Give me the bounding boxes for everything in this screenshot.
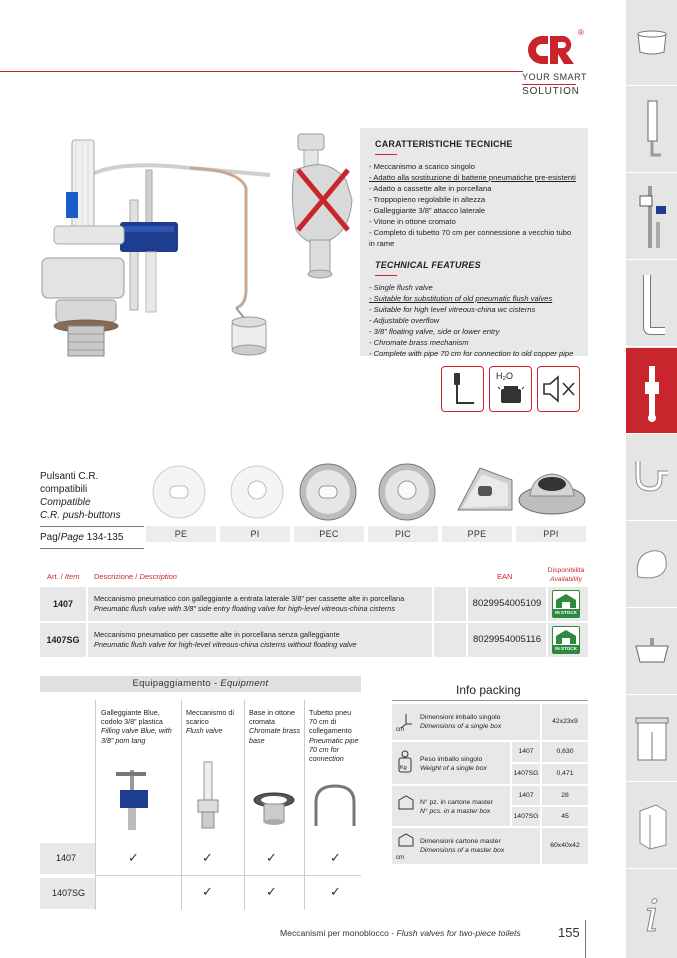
col-desc-it: Descrizione / xyxy=(94,572,140,581)
silent-icon xyxy=(537,366,580,412)
pcs-row-value: 28 xyxy=(542,786,588,805)
shower-box-icon xyxy=(634,801,670,851)
footer-text-it: Meccanismi per monoblocco - xyxy=(280,928,397,938)
weight-row-value: 0,630 xyxy=(542,742,588,762)
tech-item-it: - Galleggiante 3/8” attacco laterale xyxy=(369,206,486,215)
equipment-row-label xyxy=(40,878,95,909)
tech-item-it: - Vitone in ottone cromato xyxy=(369,217,456,226)
pcs-row-code: 1407SG xyxy=(512,807,540,826)
master-dims-value: 60x40x42 xyxy=(542,828,588,864)
water-tank-icon xyxy=(489,366,532,412)
master-pcs-text xyxy=(420,798,493,816)
equipment-col-it: Meccanismo di scarico xyxy=(186,708,234,727)
pushbutton-label: PPE xyxy=(442,526,512,542)
sidebar-item-shower[interactable] xyxy=(626,783,677,869)
pushbutton-pe xyxy=(148,460,210,522)
pipe-elbow-icon xyxy=(635,269,669,339)
item-description xyxy=(94,630,357,650)
pushbutton-ppi xyxy=(516,460,588,522)
sidebar-item-valves[interactable] xyxy=(626,174,677,260)
tech-title-it: CARATTERISTICHE TECNICHE xyxy=(375,139,513,149)
table-row xyxy=(40,587,588,621)
in-stock-badge xyxy=(552,626,580,654)
equipment-col xyxy=(101,708,179,745)
equipment-row-code: 1407SG xyxy=(52,888,86,898)
master-pcs-en: N° pcs. in a master box xyxy=(420,808,491,815)
cell-divider xyxy=(432,623,434,657)
push-title-en-1: Compatible xyxy=(40,497,91,508)
check-icon: ✓ xyxy=(330,850,341,865)
tech-title-rule xyxy=(375,154,397,155)
pushbutton-label: PEC xyxy=(294,526,364,542)
tagline xyxy=(522,72,587,97)
tech-item-it: - Completo di tubetto 70 cm per connessione a vecchio tubo in rame xyxy=(369,228,572,248)
equipment-col-en: Filling valve Blue, with 3/8” pom tang xyxy=(101,726,172,745)
tech-list-it xyxy=(369,161,578,249)
pushbutton-label: PPI xyxy=(516,526,586,542)
col-item-en: Item xyxy=(64,572,80,581)
equipment-col-en: Pneumatic pipe 70 cm for connection xyxy=(309,735,359,764)
item-description xyxy=(94,594,404,614)
equipment-col xyxy=(186,708,242,736)
ean-code: 8029954005116 xyxy=(473,634,541,645)
footer-text-en: Flush valves for two-piece toilets xyxy=(396,928,521,938)
brass-base-image xyxy=(252,790,296,830)
sidebar-item-flush-mechanisms[interactable] xyxy=(626,348,677,434)
box-dims-text xyxy=(420,713,501,731)
old-mechanism xyxy=(292,134,352,278)
tech-item-en: - Suitable for high level vitreous-china wc cisterns xyxy=(369,305,536,314)
equipment-col-it: Tubetto pneu 70 cm di collegamento xyxy=(309,708,352,736)
toilet-seat-icon xyxy=(632,545,672,585)
pushbutton-label: PI xyxy=(220,526,290,542)
sidebar-item-info[interactable] xyxy=(626,870,677,956)
sidebar-item-flush-pipe[interactable] xyxy=(626,87,677,173)
in-stock-badge xyxy=(552,590,580,618)
warehouse-icon xyxy=(553,627,579,645)
col-desc-header xyxy=(94,572,177,581)
push-rule xyxy=(40,526,144,527)
box-dims-it: Dimensioni imballo singolo xyxy=(420,714,501,721)
pushbutton-ppe xyxy=(452,460,518,522)
pcs-row-value: 45 xyxy=(542,807,588,826)
footer-section-title xyxy=(280,928,521,938)
equipment-col-it: Galleggiante Blue, codolo 3/8” plastica xyxy=(101,708,163,727)
pneumatic-button-icon xyxy=(441,366,484,412)
box-dims-value: 42x23x9 xyxy=(542,704,588,740)
pushbutton-pi xyxy=(226,460,288,522)
info-packing-rule xyxy=(392,700,588,701)
valve-icon xyxy=(632,182,672,252)
pushbutton-pec xyxy=(297,460,359,522)
pushbutton-label: PIC xyxy=(368,526,438,542)
pushbutton-pic xyxy=(376,460,438,522)
item-code: 1407SG xyxy=(40,623,88,657)
box-weight-en: Weight of a single box xyxy=(420,765,487,772)
master-box-dims-icon xyxy=(397,832,415,848)
product-illustration xyxy=(40,130,356,370)
tech-item-it: - Adatto a cassette alte in porcellana xyxy=(369,184,492,193)
ean-code: 8029954005109 xyxy=(472,598,542,609)
col-desc-en: Description xyxy=(139,572,177,581)
pneumatic-pipe-image xyxy=(310,780,360,830)
desc-en: Pneumatic flush valve with 3/8” side entry floating valve for high-level vitreous-china cisterns xyxy=(94,604,396,613)
sink-icon xyxy=(632,632,672,672)
push-title-it-2: compatibili xyxy=(40,484,88,495)
tech-item-en: - Adjustable overflow xyxy=(369,316,440,325)
flush-mechanism-icon xyxy=(637,356,667,426)
cistern-icon xyxy=(635,28,669,58)
master-pcs-it: N° pz. in cartone master xyxy=(420,799,493,806)
check-icon: ✓ xyxy=(128,850,139,865)
info-icon xyxy=(637,883,667,943)
master-dims-it: Dimensioni cartone master xyxy=(420,838,501,845)
siphon-icon xyxy=(632,453,672,503)
equipment-title-en: Equipment xyxy=(220,678,269,689)
push-rule xyxy=(40,548,144,549)
push-page-ref xyxy=(40,531,144,544)
cell-divider xyxy=(466,587,468,621)
equipment-title-it: Equipaggiamento xyxy=(132,678,211,689)
registered-mark: ® xyxy=(578,28,584,37)
equipment-title-sep: - xyxy=(210,678,221,689)
sidebar-item-siphons[interactable] xyxy=(626,435,677,521)
table-row xyxy=(40,623,588,657)
pcs-row-code: 1407 xyxy=(512,786,540,805)
equipment-header xyxy=(40,676,361,692)
desc-it: Meccanismo pneumatico per cassette alte in porcellana senza galleggiante xyxy=(94,630,340,639)
col-avail-header xyxy=(544,567,588,584)
info-packing-title: Info packing xyxy=(456,683,521,697)
filling-valve-image xyxy=(112,768,156,832)
equipment-col-it: Base in ottone cromata xyxy=(249,708,295,727)
cabinet-icon xyxy=(634,714,670,764)
tech-title-rule xyxy=(375,275,397,276)
compatible-pushbuttons xyxy=(40,460,144,553)
tech-list-en xyxy=(369,282,578,359)
tagline-rule xyxy=(522,84,576,85)
item-code: 1407 xyxy=(40,587,88,621)
technical-features-panel xyxy=(360,128,588,356)
tech-item-en: - Complete with pipe 70 cm for connection to old copper pipe xyxy=(369,349,574,358)
master-pcs-label xyxy=(392,786,510,826)
page-number-rule xyxy=(585,920,586,958)
tech-item-it: - Meccanismo a scarico singolo xyxy=(369,162,475,171)
tech-item-it: - Troppopieno regolabile in altezza xyxy=(369,195,486,204)
h2o-label: H₂O xyxy=(496,371,513,381)
check-icon: ✓ xyxy=(266,850,277,865)
sidebar-item-pipes[interactable] xyxy=(626,261,677,347)
col-item-header xyxy=(47,572,80,581)
tech-item-en: - Single flush valve xyxy=(369,283,433,292)
sidebar-item-cabinets[interactable] xyxy=(626,696,677,782)
equipment-row-rule xyxy=(95,875,361,876)
desc-it: Meccanismo pneumatico con galleggiante a entrata laterale 3/8” per cassette alte in porcellana xyxy=(94,594,405,603)
page-number: 155 xyxy=(558,925,580,940)
float-cup xyxy=(232,317,266,355)
weight-row-code: 1407 xyxy=(512,742,540,762)
col-avail-en: Availability xyxy=(550,575,582,583)
col-avail-it: Disponibilità xyxy=(547,567,585,574)
flush-pipe-icon xyxy=(637,95,667,165)
svg-text:i: i xyxy=(644,891,659,942)
in-stock-label: IN STOCK xyxy=(553,609,579,617)
check-icon: ✓ xyxy=(202,850,213,865)
check-icon: ✓ xyxy=(330,884,341,899)
header-rule xyxy=(0,71,523,72)
unit-label: Kg xyxy=(400,765,407,771)
cr-logo xyxy=(522,30,578,70)
page-ref-num: 134-135 xyxy=(83,532,124,543)
tech-item-en: - 3/8” floating valve, side or lower entry xyxy=(369,327,500,336)
sidebar-item-sinks[interactable] xyxy=(626,609,677,695)
col-item-it: Art. / xyxy=(47,572,65,581)
page-ref-it: Pag/ xyxy=(40,532,61,543)
desc-en: Pneumatic flush valve for high-level vitreous-china cisterns without floating valve xyxy=(94,640,357,649)
equipment-grid xyxy=(40,843,361,909)
master-box-icon xyxy=(397,794,415,812)
equipment-col-en: Chromate brass base xyxy=(249,726,301,745)
weight-row-value: 0,471 xyxy=(542,764,588,784)
col-ean-header: EAN xyxy=(497,572,513,581)
tech-item-en: - Chromate brass mechanism xyxy=(369,338,469,347)
unit-label: cm xyxy=(396,855,404,861)
check-icon: ✓ xyxy=(202,884,213,899)
master-dims-en: Dimensions of a master box xyxy=(420,847,505,854)
push-title-en-2: C.R. push-buttons xyxy=(40,510,121,521)
sidebar-item-cistern[interactable] xyxy=(626,0,677,86)
box-dims-en: Dimensions of a single box xyxy=(420,723,502,730)
cell-divider xyxy=(466,623,468,657)
box-weight-text xyxy=(420,755,487,773)
cell-divider xyxy=(546,623,548,657)
box-weight-it: Peso imballo singolo xyxy=(420,756,483,763)
unit-label: cm xyxy=(396,727,404,733)
tech-item-it: - Adatto alla sostituzione di batterie pneumatiche pre-esistenti xyxy=(369,173,576,182)
weight-row-code: 1407SG xyxy=(512,764,540,784)
cell-divider xyxy=(432,587,434,621)
in-stock-label: IN STOCK xyxy=(553,645,579,653)
push-title-it-1: Pulsanti C.R. xyxy=(40,471,99,482)
equipment-col xyxy=(249,708,303,745)
category-sidebar xyxy=(626,0,677,958)
cell-divider xyxy=(546,587,548,621)
equipment-col xyxy=(309,708,361,763)
page-ref-en: Page xyxy=(60,532,84,543)
equipment-row-label xyxy=(40,843,95,874)
warehouse-icon xyxy=(553,591,579,609)
equipment-row-code: 1407 xyxy=(56,853,77,863)
tagline-line-1: YOUR SMART xyxy=(522,72,587,82)
pushbutton-label: PE xyxy=(146,526,216,542)
flush-valve-image xyxy=(194,760,222,832)
check-icon: ✓ xyxy=(266,884,277,899)
master-dimensions-label xyxy=(392,828,540,864)
tagline-line-2: SOLUTION xyxy=(522,86,580,97)
box-dimensions-label xyxy=(392,704,540,740)
box-weight-label xyxy=(392,742,510,784)
sidebar-item-toilet-seats[interactable] xyxy=(626,522,677,608)
tech-title-en: TECHNICAL FEATURES xyxy=(375,260,481,270)
equipment-col-en: Flush valve xyxy=(186,726,223,736)
master-dims-text xyxy=(420,837,504,855)
tech-item-en: - Suitable for substitution of old pneumatic flush valves xyxy=(369,294,553,303)
